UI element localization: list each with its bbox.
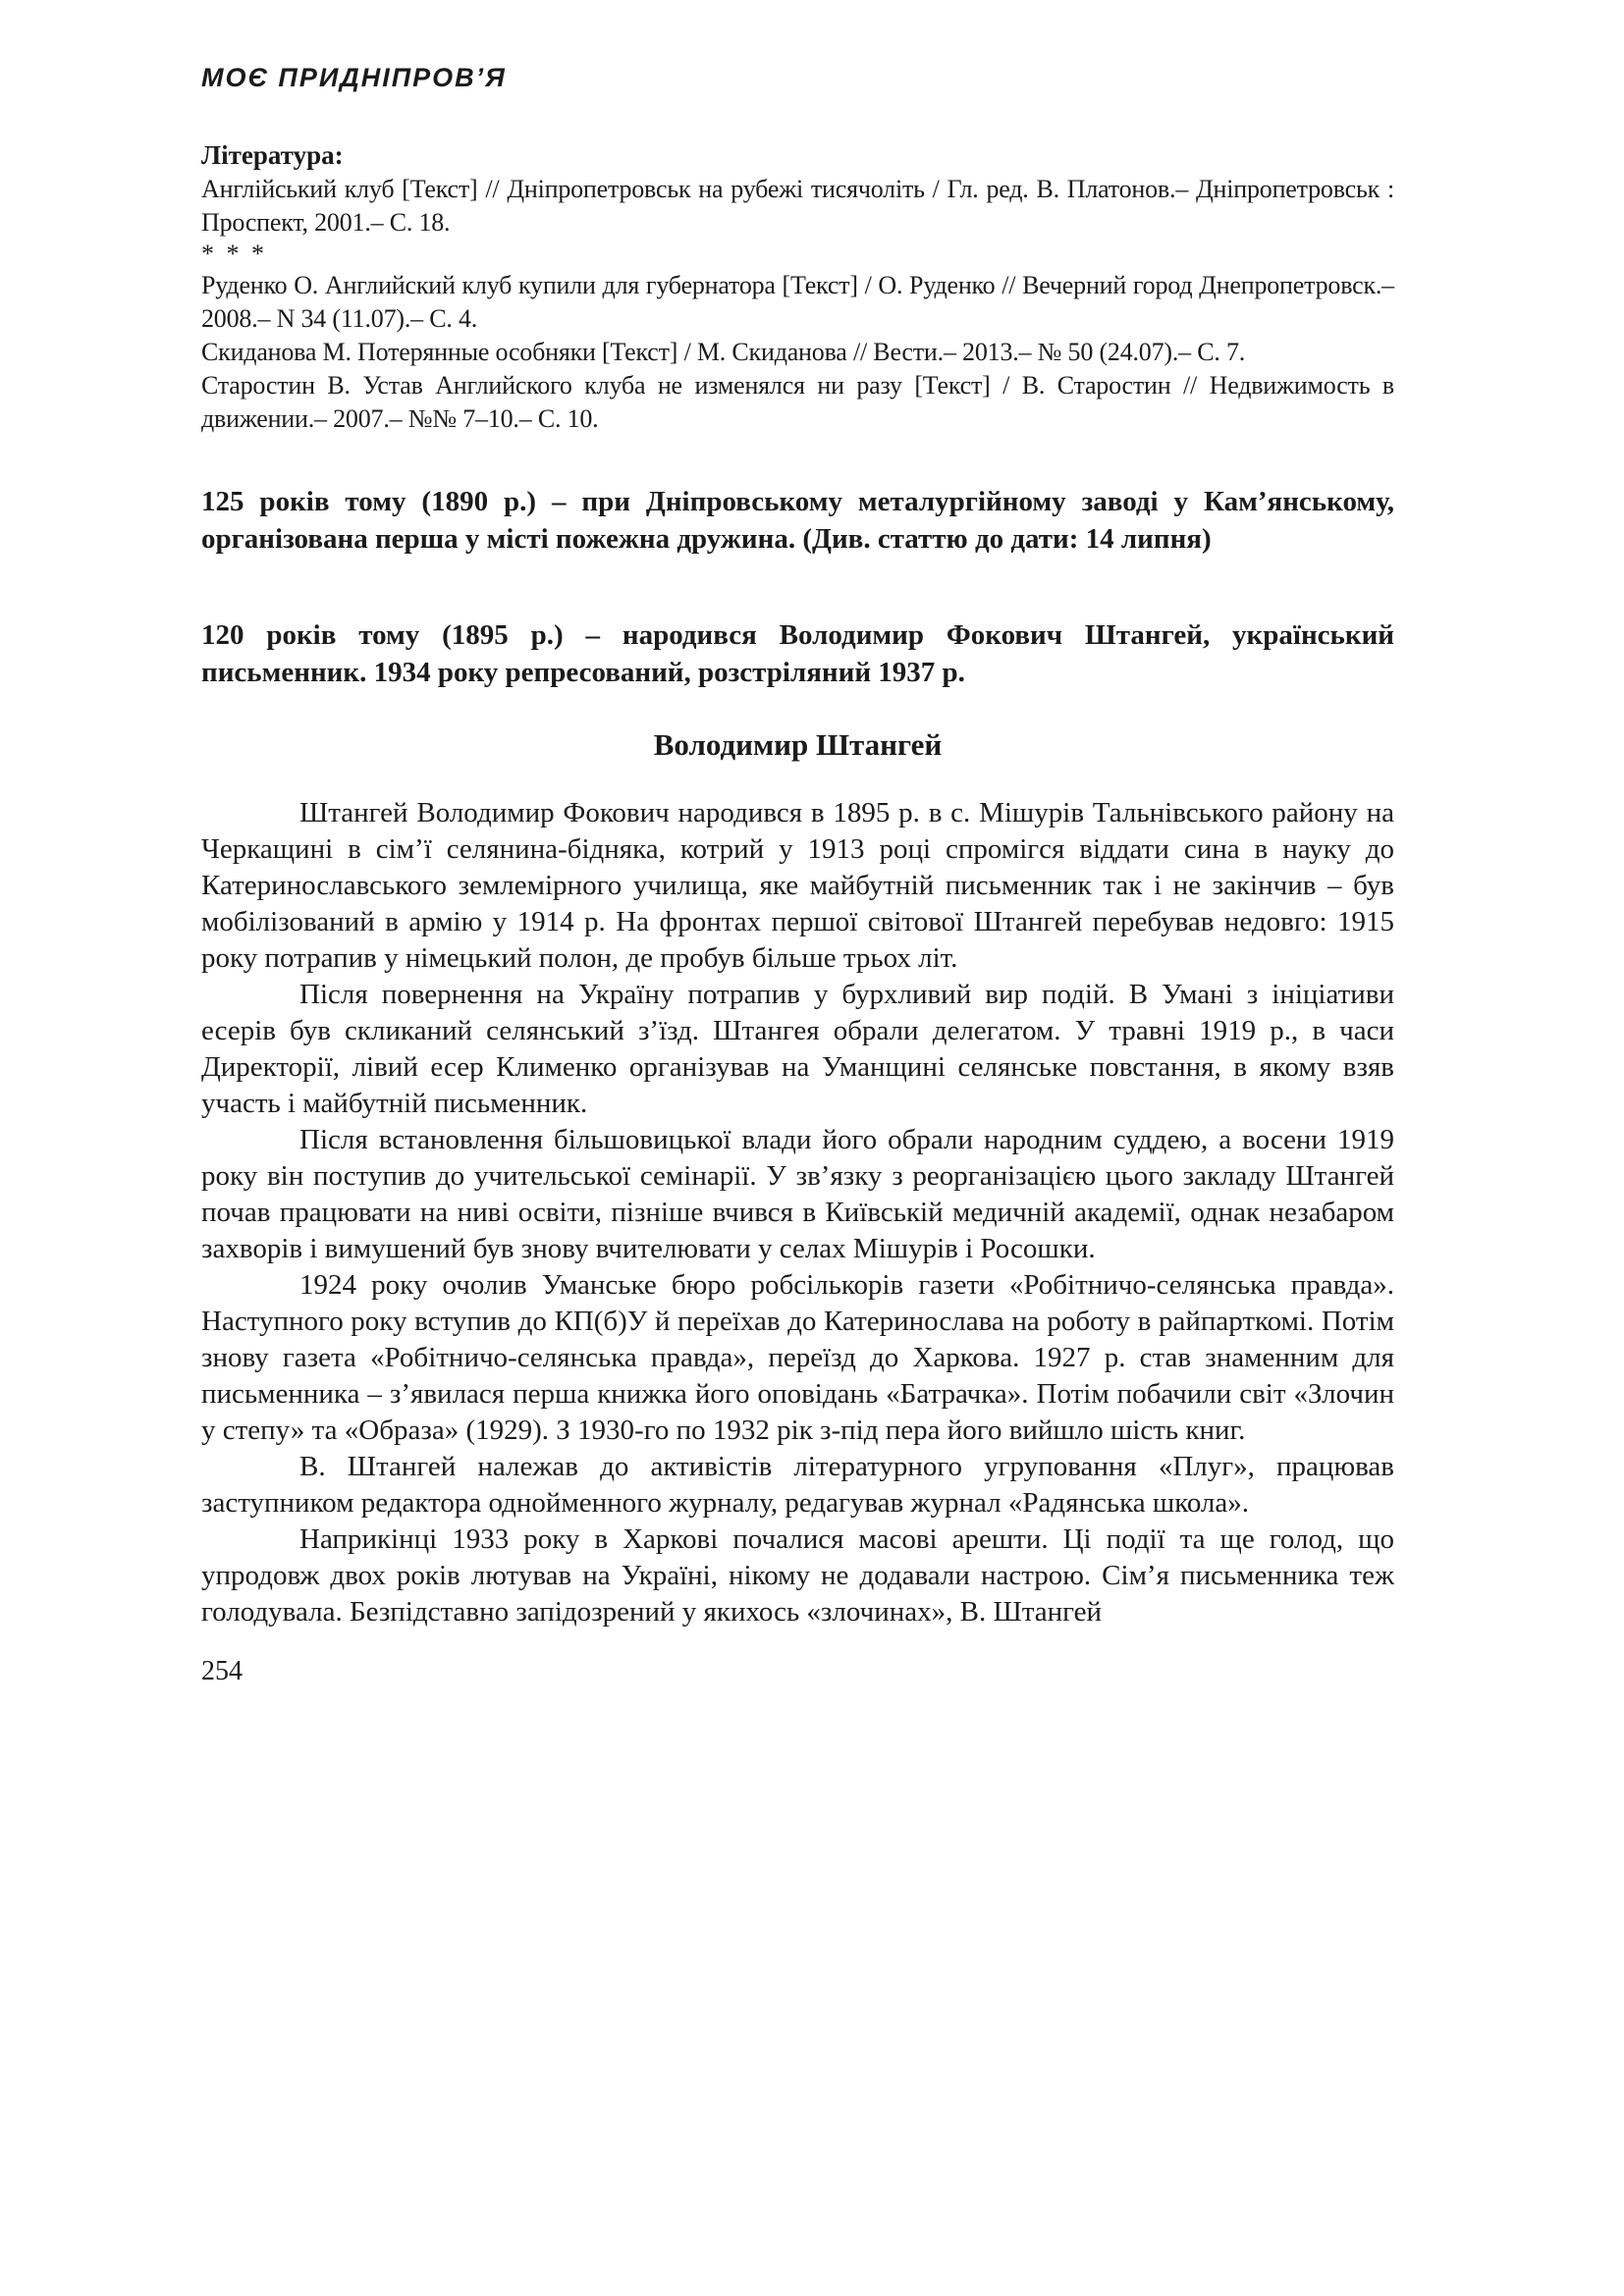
literature-section bbox=[201, 138, 1394, 436]
article-paragraph: Після повернення на Україну потрапив у бурхливий вир подій. В Умані з ініціативи есерів був скликаний селянський з’їзд. Штангея обрали делегатом. У травні 1919 р., в часи Директорії, лівий есер Клименко організував на Уманщині селянське повстання, в якому взяв участь і майбутній письменник. bbox=[201, 979, 1394, 1119]
anniversary-120-years: 120 років тому (1895 р.) – народився Володимир Фокович Штангей, український письменник. 1934 року репресований, розстріляний 1937 р. bbox=[201, 619, 1394, 688]
article-paragraph: Штангей Володимир Фокович народився в 1895 р. в с. Мішурів Тальнівського району на Черкащині в сім’ї селянина-бідняка, котрий у 1913 році спромігся віддати сина в науку до Катеринославського землемірного училища, яке майбутній письменник так і не закінчив – був мобілізований в армію у 1914 р. На фронтах першої світової Штангей перебував недовго: 1915 року потрапив у німецький полон, де пробув більше трьох літ. bbox=[201, 797, 1394, 974]
literature-entry: Скиданова М. Потерянные особняки [Текст] / М. Скиданова // Вести.– 2013.– № 50 (24.07).– С. 7. bbox=[201, 338, 1246, 366]
article-paragraph: Після встановлення більшовицької влади його обрали народним суддею, а восени 1919 року він поступив до учительської семінарії. У зв’язку з реорганізацією цього закладу Штангей почав працювати на ниві освіти, пізніше вчився в Київській медичній академії, однак незабаром захворів і вимушений був знову вчителювати у селах Мішурів і Росошки. bbox=[201, 1124, 1394, 1264]
literature-separator: * * * bbox=[201, 240, 267, 268]
literature-entry: Англійський клуб [Текст] // Дніпропетровськ на рубежі тисячоліть / Гл. ред. В. Платонов.– Дніпропетровськ : Проспект, 2001.– С. 18. bbox=[201, 175, 1394, 237]
article-title: Володимир Штангей bbox=[653, 727, 943, 762]
article-paragraph: В. Штангей належав до активістів літературного угруповання «Плуг», працював заступником редактора однойменного журналу, редагував журнал «Радянська школа». bbox=[201, 1451, 1394, 1519]
literature-entry: Руденко О. Английский клуб купили для губернатора [Текст] / О. Руденко // Вечерний город Днепропетровск.– 2008.– N 34 (11.07).– С. 4. bbox=[201, 271, 1394, 333]
article-paragraph: Наприкінці 1933 року в Харкові почалися масові арешти. Ці події та ще голод, що упродовж двох років лютував на Україні, нікому не додавали настрою. Сім’я письменника теж голодувала. Безпідставно запідозрений у якихось «злочинах», В. Штангей bbox=[201, 1523, 1394, 1628]
running-header: МОЄ ПРИДНІПРОВ’Я bbox=[201, 63, 507, 92]
page-number: 254 bbox=[201, 1656, 243, 1686]
anniversary-125-years: 125 років тому (1890 р.) – при Дніпровському металургійному заводі у Кам’янському, організована перша у місті пожежна дружина. (Див. статтю до дати: 14 липня) bbox=[201, 486, 1394, 555]
literature-entry: Старостин В. Устав Английского клуба не изменялся ни разу [Текст] / В. Старостин // Недвижимость в движении.– 2007.– №№ 7–10.– С. 10. bbox=[201, 371, 1394, 433]
literature-label: Література: bbox=[201, 140, 344, 170]
article-paragraph: 1924 року очолив Уманське бюро робсількорів газети «Робітничо-селянська правда». Наступного року вступив до КП(б)У й переїхав до Катеринослава на роботу в райпарткомі. Потім знову газета «Робітничо-селянська правда», переїзд до Харкова. 1927 р. став знаменним для письменника – з’явилася перша книжка його оповідань «Батрачка». Потім побачили світ «Злочин у степу» та «Образа» (1929). З 1930-го по 1932 рік з-під пера його вийшло шість книг. bbox=[201, 1269, 1394, 1446]
